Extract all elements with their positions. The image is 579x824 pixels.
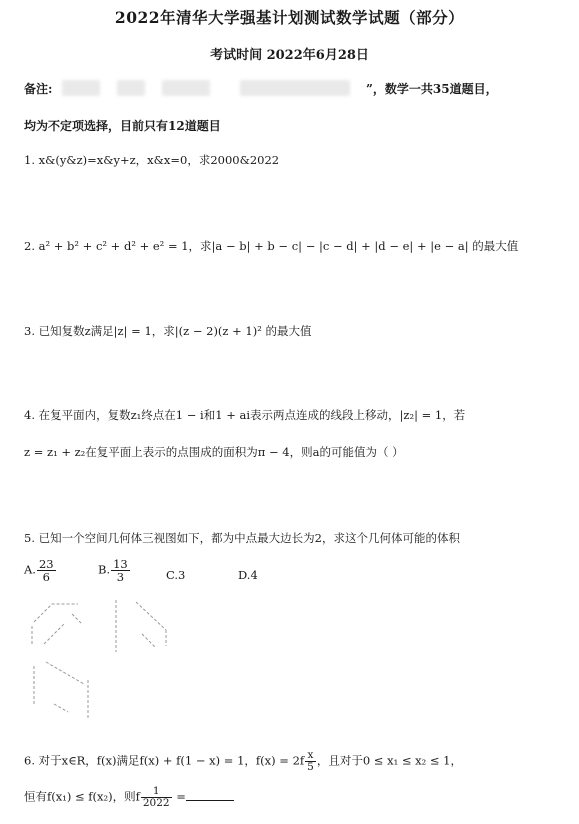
question-6-frac2-numerator: 1 xyxy=(141,786,172,798)
question-4-line1: 4. 在复平面内，复数z₁终点在1 − i和1 + ai表示两点连成的线段上移动，|z₂| = 1，若 xyxy=(24,408,466,422)
question-6-equals: = xyxy=(172,789,186,804)
question-3: 3. 已知复数z满足|z| = 1，求|(z − 2)(z + 1)² 的最大值 xyxy=(24,324,312,338)
option-c: C.3 xyxy=(166,568,186,582)
note-label: 备注: xyxy=(24,82,53,96)
note-line2: 均为不定项选择，目前只有12道题目 xyxy=(24,119,221,133)
question-6-text-a: 6. 对于x∈R，f(x)满足f(x) + f(1 − x) = 1，f(x) = 2f xyxy=(24,753,305,768)
question-5: 5. 已知一个空间几何体三视图如下，都为中点最大边长为2，求这个几何体可能的体积 xyxy=(24,531,460,545)
question-6-fraction-2 xyxy=(141,786,172,809)
option-b-numerator: 13 xyxy=(113,557,128,571)
redacted-text xyxy=(162,80,210,96)
question-6-frac-numerator: x xyxy=(305,750,316,762)
question-2: 2. a² + b² + c² + d² + e² = 1，求|a − b| + b − c| − |c − d| + |d − e| + |e − a| 的最大值 xyxy=(24,239,519,253)
question-1: 1. x&(y&z)=x&y+z，x&x=0，求2000&2022 xyxy=(24,153,280,167)
question-6-fraction xyxy=(305,750,316,773)
question-6-text-b: ，且对于0 ≤ x₁ ≤ x₂ ≤ 1， xyxy=(316,753,462,768)
option-b xyxy=(98,558,131,583)
option-b-denominator: 3 xyxy=(116,570,125,585)
option-b-label: B. xyxy=(98,562,111,577)
question-6-line1 xyxy=(24,750,462,773)
exam-time: 考试时间 2022年6月28日 xyxy=(210,48,369,63)
note-tail: ”，数学一共35道题目， xyxy=(366,82,498,96)
redacted-text xyxy=(62,80,100,96)
three-view-figure xyxy=(24,594,184,719)
redacted-text xyxy=(117,80,145,96)
option-a-numerator: 23 xyxy=(38,557,54,571)
page-title: 2022年清华大学强基计划测试数学试题（部分） xyxy=(114,8,465,27)
option-d: D.4 xyxy=(238,568,258,582)
question-6-line2-text: 恒有f(x₁) ≤ f(x₂)，则f xyxy=(24,789,140,804)
option-a-fraction xyxy=(37,558,56,583)
question-6-frac-denominator: 5 xyxy=(307,761,314,774)
question-4-line2: z = z₁ + z₂在复平面上表示的点围成的面积为π − 4，则a的可能值为（ ） xyxy=(24,445,404,459)
question-6-line2 xyxy=(24,786,234,809)
question-6-frac2-denominator: 2022 xyxy=(142,797,170,810)
redacted-text xyxy=(240,80,350,96)
option-a xyxy=(24,558,57,583)
option-a-label: A. xyxy=(24,562,36,577)
answer-blank xyxy=(186,791,234,801)
option-b-fraction xyxy=(111,558,130,583)
option-a-denominator: 6 xyxy=(42,570,50,585)
